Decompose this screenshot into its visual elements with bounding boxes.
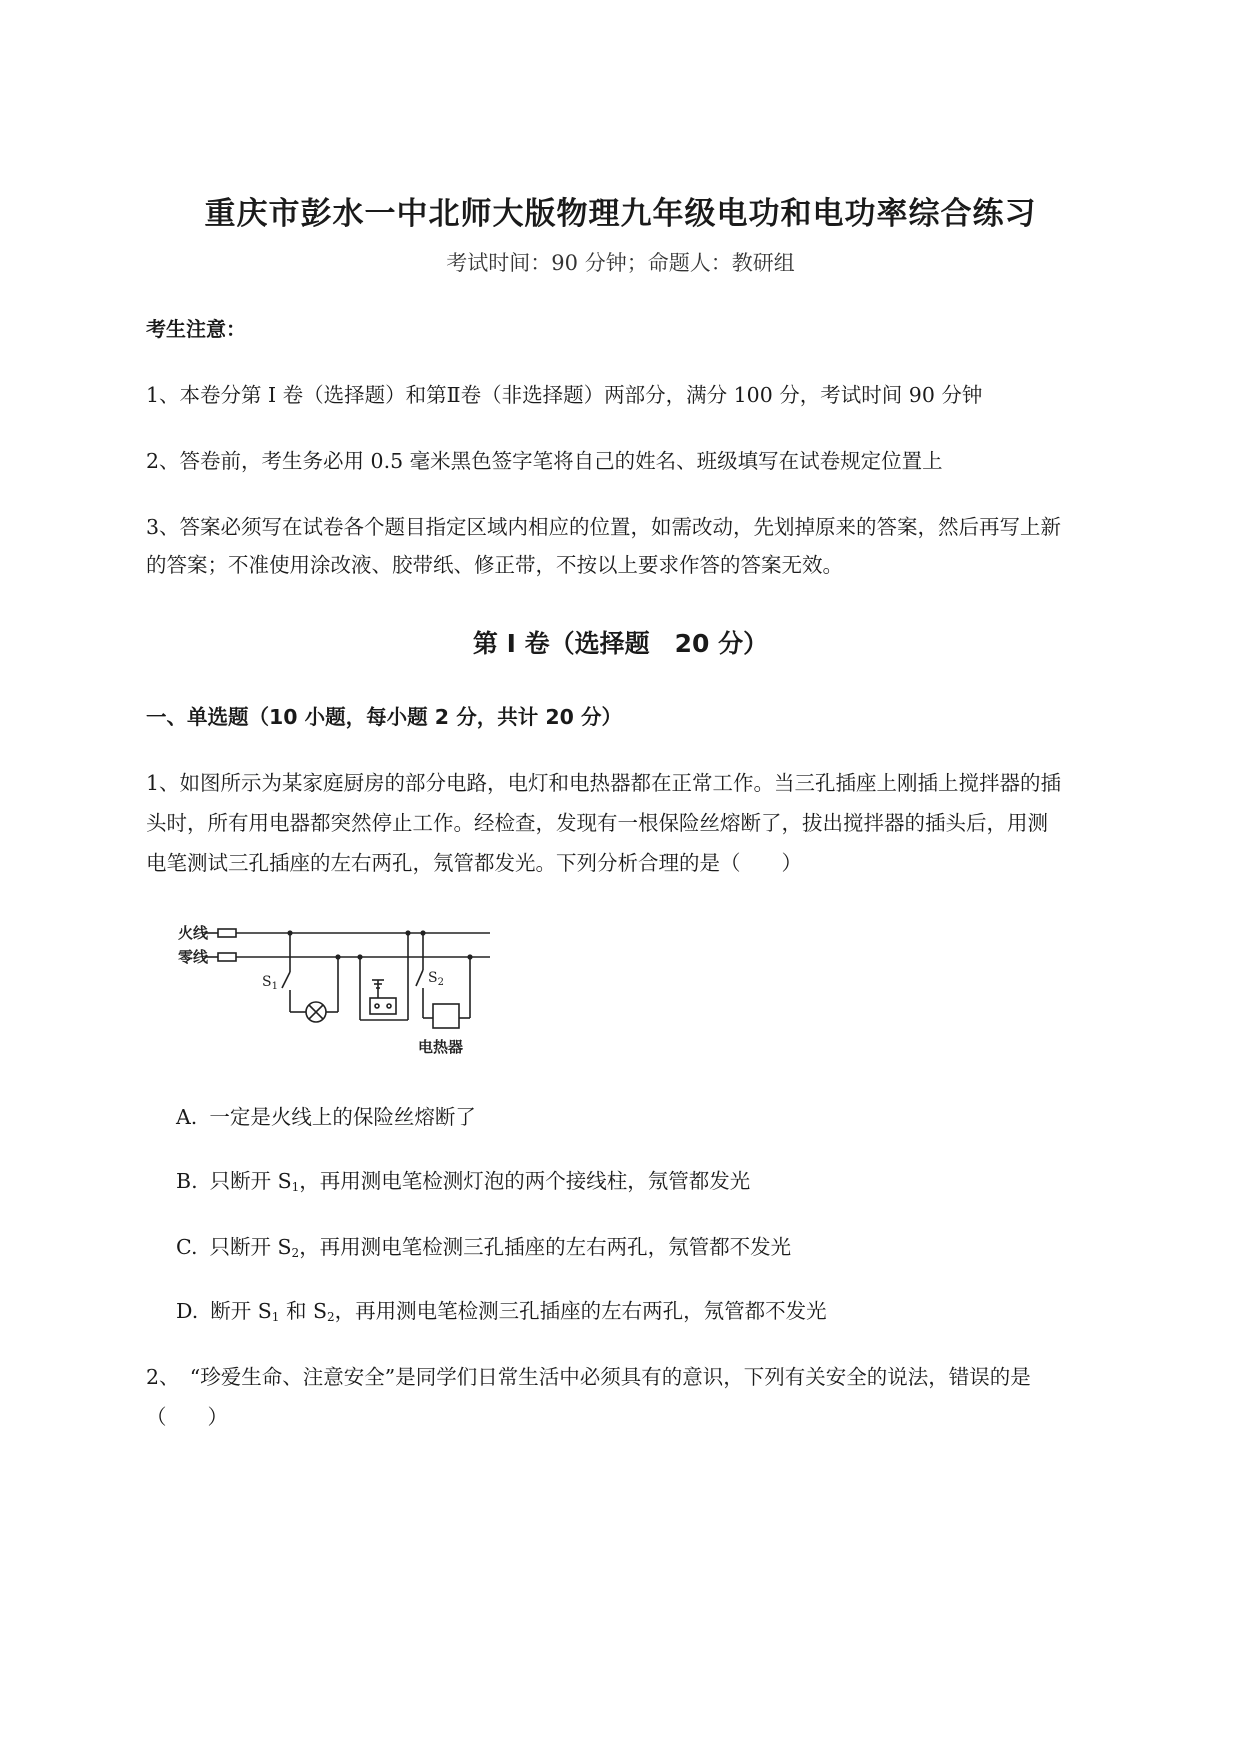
- notice-item-2: 2、答卷前，考生务必用 0.5 毫米黑色签字笔将自己的姓名、班级填写在试卷规定位置上: [146, 449, 943, 473]
- option-c-letter: C.: [176, 1235, 198, 1259]
- exam-subtitle: 考试时间：90 分钟；命题人：教研组: [446, 251, 795, 275]
- switch-s2: [416, 970, 423, 986]
- switch-s1: [282, 972, 290, 988]
- neutral-wire-label: 零线: [178, 948, 209, 966]
- question-1-line-3: 电笔测试三孔插座的左右两孔，氖管都发光。下列分析合理的是（ ）: [146, 851, 802, 875]
- s1-label: $S_1$: [262, 974, 278, 992]
- exam-title: 重庆市彭水一中北师大版物理九年级电功和电功率综合练习: [204, 196, 1037, 232]
- live-wire-label: 火线: [178, 924, 209, 942]
- notice-item-3-cont: 的答案；不准使用涂改液、胶带纸、修正带，不按以上要求作答的答案无效。: [146, 553, 843, 577]
- s2-label: $S_2$: [428, 970, 444, 988]
- option-b[interactable]: B. 只断开 $S_1$，再用测电笔检测灯泡的两个接线柱，氖管都发光: [176, 1169, 751, 1194]
- notice-heading: 考生注意：: [146, 317, 246, 341]
- option-d[interactable]: D. 断开 $S_1$ 和 $S_2$，再用测电笔检测三孔插座的左右两孔，氖管都不发光: [176, 1299, 827, 1324]
- option-a-letter: A.: [176, 1105, 198, 1129]
- option-d-letter: D.: [176, 1299, 199, 1323]
- option-a[interactable]: [176, 1100, 476, 1130]
- section-title: 第 I 卷（选择题 20 分）: [472, 629, 769, 658]
- circuit-diagram: [178, 920, 498, 1060]
- notice-item-1: 1、本卷分第 I 卷（选择题）和第Ⅱ卷（非选择题）两部分，满分 100 分，考试时间 90 分钟: [146, 383, 983, 407]
- notice-item-3: 3、答案必须写在试卷各个题目指定区域内相应的位置，如需改动，先划掉原来的答案，然后再写上新: [146, 515, 1062, 539]
- question-1-line-1: 1、如图所示为某家庭厨房的部分电路，电灯和电热器都在正常工作。当三孔插座上刚插上搅拌器的插: [146, 771, 1062, 795]
- socket-icon: [370, 998, 396, 1014]
- heater-label: 电热器: [418, 1038, 464, 1056]
- heater-icon: [433, 1004, 459, 1028]
- question-2-line-1: 2、 “珍爱生命、注意安全”是同学们日常生活中必须具有的意识，下列有关安全的说法，错误的是: [146, 1365, 1031, 1389]
- option-a-text: 一定是火线上的保险丝熔断了: [209, 1105, 476, 1129]
- option-c[interactable]: C. 只断开 $S_2$，再用测电笔检测三孔插座的左右两孔，氖管都不发光: [176, 1235, 792, 1260]
- fuse-live: [218, 929, 236, 937]
- fuse-neutral: [218, 953, 236, 961]
- part-title: 一、单选题（10 小题，每小题 2 分，共计 20 分）: [146, 705, 623, 729]
- question-1-line-2: 头时，所有用电器都突然停止工作。经检查，发现有一根保险丝熔断了，拔出搅拌器的插头后，用测: [146, 811, 1048, 835]
- question-2-line-2: （ ）: [146, 1405, 228, 1429]
- option-b-letter: B.: [176, 1169, 198, 1193]
